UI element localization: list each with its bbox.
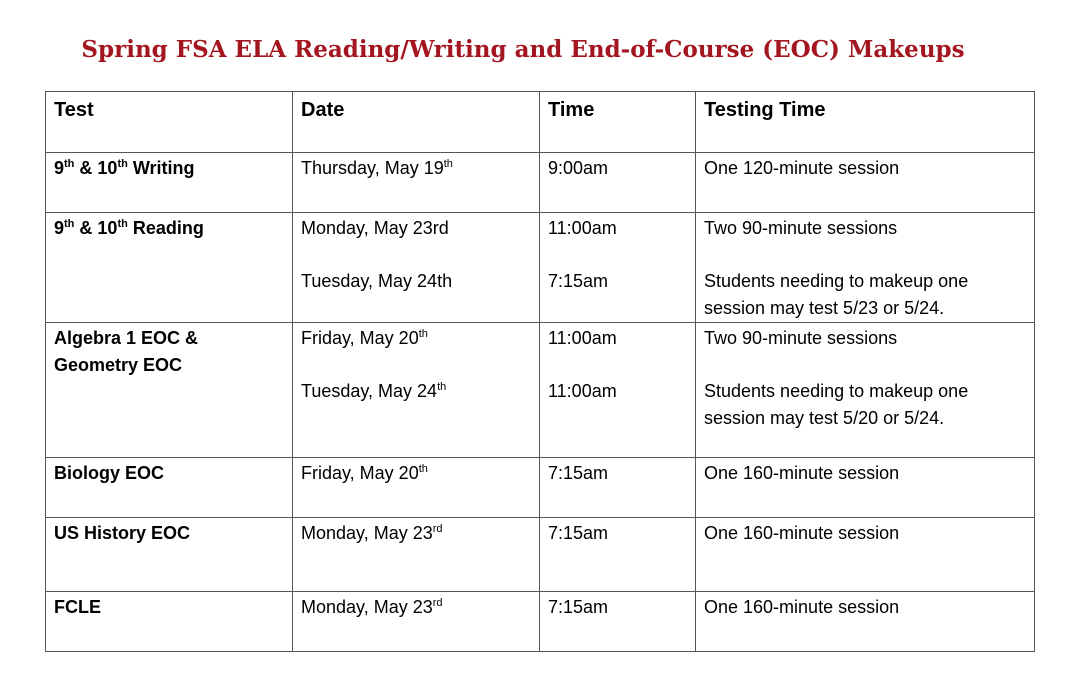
test-cell: FCLE <box>46 592 293 652</box>
test-cell: 9th & 10th Writing <box>46 153 293 213</box>
time-cell: 7:15am <box>540 592 696 652</box>
date-cell: Monday, May 23rd <box>293 592 540 652</box>
date-cell: Monday, May 23rd Tuesday, May 24th <box>293 213 540 323</box>
time-cell: 7:15am <box>540 458 696 518</box>
testing-time-cell: Two 90-minute sessions Students needing to makeup one session may test 5/20 or 5/24. <box>696 323 1035 458</box>
date-cell: Friday, May 20th <box>293 458 540 518</box>
header-time: Time <box>540 92 696 153</box>
time-cell: 11:00am 11:00am <box>540 323 696 458</box>
table-header-row <box>46 92 1035 153</box>
table-row <box>46 458 1035 518</box>
header-date: Date <box>293 92 540 153</box>
date-cell: Monday, May 23rd <box>293 518 540 592</box>
time-cell: 7:15am <box>540 518 696 592</box>
header-testing-time: Testing Time <box>696 92 1035 153</box>
testing-time-cell: One 160-minute session <box>696 458 1035 518</box>
time-cell: 11:00am 7:15am <box>540 213 696 323</box>
test-cell: Algebra 1 EOC & Geometry EOC <box>46 323 293 458</box>
table-row <box>46 213 1035 323</box>
date-cell: Thursday, May 19th <box>293 153 540 213</box>
table-row <box>46 153 1035 213</box>
page-title: Spring FSA ELA Reading/Writing and End-of-Course (EOC) Makeups <box>81 36 965 63</box>
date-cell: Friday, May 20th Tuesday, May 24th <box>293 323 540 458</box>
testing-time-cell: Two 90-minute sessions Students needing to makeup one session may test 5/23 or 5/24. <box>696 213 1035 323</box>
testing-time-cell: One 120-minute session <box>696 153 1035 213</box>
table-row <box>46 323 1035 458</box>
makeup-schedule-table <box>45 91 1035 652</box>
testing-time-cell: One 160-minute session <box>696 592 1035 652</box>
testing-time-cell: One 160-minute session <box>696 518 1035 592</box>
test-cell: 9th & 10th Reading <box>46 213 293 323</box>
table-row <box>46 518 1035 592</box>
test-cell: Biology EOC <box>46 458 293 518</box>
time-cell: 9:00am <box>540 153 696 213</box>
table-row <box>46 592 1035 652</box>
test-cell: US History EOC <box>46 518 293 592</box>
header-test: Test <box>46 92 293 153</box>
